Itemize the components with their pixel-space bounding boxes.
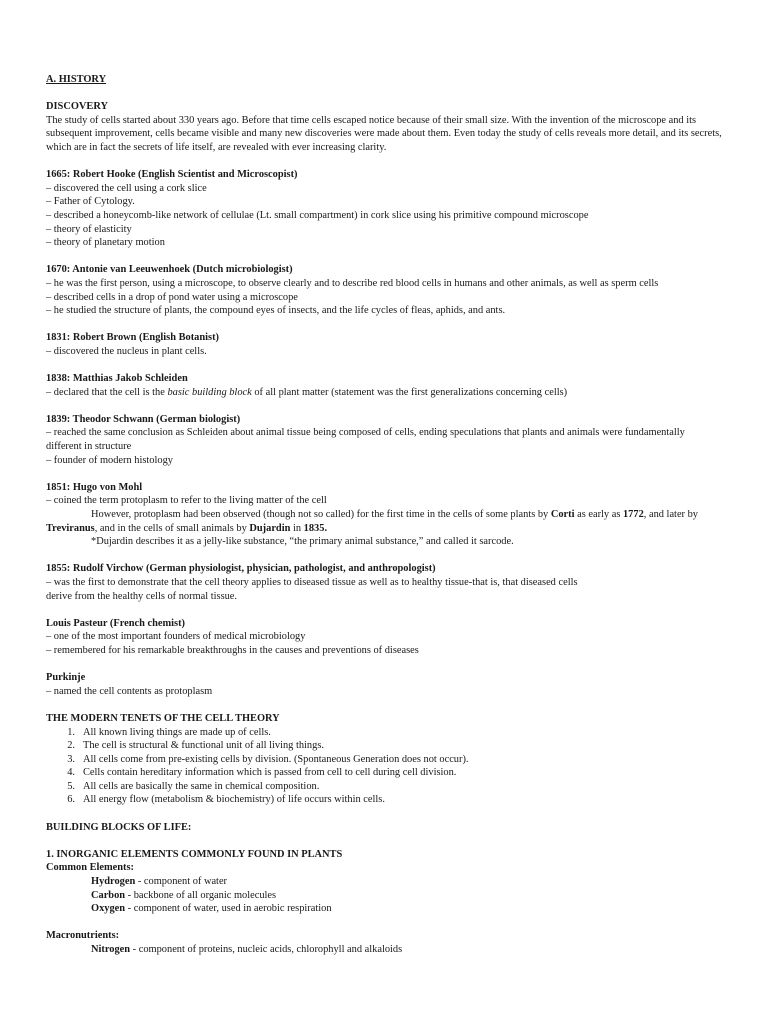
pasteur-line: – remembered for his remarkable breakthroughs in the causes and preventions of diseases <box>46 644 419 656</box>
inorganic-heading: 1. INORGANIC ELEMENTS COMMONLY FOUND IN PLANTS <box>46 848 343 860</box>
list-item <box>46 766 722 780</box>
schleiden-heading: 1838: Matthias Jakob Schleiden <box>46 373 188 385</box>
leeuwenhoek-line: – described cells in a drop of pond water using a microscope <box>46 291 298 303</box>
pasteur-heading: Louis Pasteur (French chemist) <box>46 617 186 629</box>
list-item <box>46 793 722 807</box>
list-item <box>46 753 722 767</box>
brown-line: – discovered the nucleus in plant cells. <box>46 345 207 357</box>
pasteur-line: – one of the most important founders of medical microbiology <box>46 631 306 643</box>
schleiden-text-a: – declared that the cell is the <box>46 386 168 398</box>
list-number: 6. <box>67 794 75 806</box>
hooke-line: – theory of planetary motion <box>46 237 165 249</box>
year-1835: 1835. <box>303 522 328 534</box>
hooke-heading: 1665: Robert Hooke (English Scientist and Microscopist) <box>46 169 298 181</box>
element-item <box>46 943 722 957</box>
mohl-paragraph <box>46 508 722 522</box>
schleiden-line <box>46 386 722 400</box>
macronutrients-heading: Macronutrients: <box>46 930 120 942</box>
hooke-line: – Father of Cytology. <box>46 196 135 208</box>
element-name: Oxygen <box>91 903 126 915</box>
element-desc: - backbone of all organic molecules <box>125 889 277 901</box>
discovery-text: The study of cells started about 330 years ago. Before that time cells escaped notice because of their small size. With the invention of the microscope and its subsequent improvement, cells became visible and many new discoveries were made about them. Even today the study of cells reveals more detail, and its secrets, which are in fact the secrets of life itself, are revealed with ever increasing clarity. <box>46 114 722 153</box>
name-treviranus: Treviranus <box>46 522 95 534</box>
schleiden-italic: basic building block <box>167 386 252 398</box>
brown-heading: 1831: Robert Brown (English Botanist) <box>46 332 219 344</box>
building-blocks-heading: BUILDING BLOCKS OF LIFE: <box>46 821 192 833</box>
mohl-text: in <box>290 522 304 534</box>
virchow-line: – was the first to demonstrate that the cell theory applies to diseased tissue as well as to healthy tissue-that is, that diseased cells <box>46 576 578 588</box>
common-elements-heading: Common Elements: <box>46 862 135 874</box>
mohl-note: *Dujardin describes it as a jelly-like substance, “the primary animal substance,” and called it sarcode. <box>91 536 514 548</box>
mohl-paragraph-cont <box>46 522 722 536</box>
leeuwenhoek-line: – he was the first person, using a microscope, to observe clearly and to describe red blood cells in humans and other animals, as well as sperm cells <box>46 277 659 289</box>
hooke-line: – theory of elasticity <box>46 223 132 235</box>
virchow-line: derive from the healthy cells of normal tissue. <box>46 590 238 602</box>
hooke-line: – described a honeycomb-like network of cellulae (Lt. small compartment) in cork slice using his primitive compound microscope <box>46 209 589 221</box>
leeuwenhoek-line: – he studied the structure of plants, the compound eyes of insects, and the life cycles of fleas, aphids, and ants. <box>46 305 506 317</box>
name-corti: Corti <box>550 509 575 520</box>
year-1772: 1772 <box>622 509 644 520</box>
purkinje-line: – named the cell contents as protoplasm <box>46 685 213 697</box>
section-title: A. HISTORY <box>46 74 107 85</box>
leeuwenhoek-heading: 1670: Antonie van Leeuwenhoek (Dutch microbiologist) <box>46 264 293 276</box>
element-name: Carbon <box>91 889 126 901</box>
purkinje-heading: Purkinje <box>46 672 86 684</box>
mohl-heading: 1851: Hugo von Mohl <box>46 481 143 493</box>
list-text: Cells contain hereditary information which is passed from cell to cell during cell division. <box>83 767 457 779</box>
mohl-text: However, protoplasm had been observed (though not so called) for the first time in the cells of some plants by <box>91 509 551 520</box>
schleiden-text-b: of all plant matter (statement was the first generalizations concerning cells) <box>251 386 568 398</box>
virchow-heading: 1855: Rudolf Virchow (German physiologist, physician, pathologist, and anthropologist) <box>46 563 436 575</box>
element-name: Hydrogen <box>91 876 136 888</box>
list-number: 5. <box>67 780 75 792</box>
list-text: All known living things are made up of cells. <box>83 726 271 738</box>
element-desc: - component of proteins, nucleic acids, chlorophyll and alkaloids <box>130 944 403 955</box>
element-item <box>46 889 722 903</box>
list-number: 3. <box>67 753 75 765</box>
element-desc: - component of water, used in aerobic respiration <box>125 903 332 915</box>
list-item <box>46 780 722 794</box>
element-item <box>46 875 722 889</box>
schwann-line: – founder of modern histology <box>46 454 173 466</box>
mohl-text: , and later by <box>643 509 699 520</box>
list-text: All energy flow (metabolism & biochemistry) of life occurs within cells. <box>83 794 385 806</box>
list-number: 4. <box>67 767 75 779</box>
list-text: The cell is structural & functional unit of all living things. <box>83 740 324 752</box>
list-text: All cells come from pre-existing cells by division. (Spontaneous Generation does not occur). <box>83 753 469 765</box>
list-item <box>46 739 722 753</box>
element-name: Nitrogen <box>91 944 131 955</box>
tenets-heading: THE MODERN TENETS OF THE CELL THEORY <box>46 712 280 724</box>
mohl-text: as early as <box>574 509 623 520</box>
schwann-heading: 1839: Theodor Schwann (German biologist) <box>46 413 241 425</box>
list-item <box>46 726 722 740</box>
list-text: All cells are basically the same in chemical composition. <box>83 780 320 792</box>
hooke-line: – discovered the cell using a cork slice <box>46 182 207 194</box>
list-number: 1. <box>67 726 75 738</box>
name-dujardin: Dujardin <box>249 522 291 534</box>
tenets-list <box>46 726 722 808</box>
element-item <box>46 902 722 916</box>
mohl-line: – coined the term protoplasm to refer to the living matter of the cell <box>46 495 327 507</box>
discovery-heading: DISCOVERY <box>46 101 108 113</box>
element-desc: - component of water <box>135 876 228 888</box>
mohl-text: , and in the cells of small animals by <box>94 522 250 534</box>
list-number: 2. <box>67 740 75 752</box>
schwann-line: – reached the same conclusion as Schleiden about animal tissue being composed of cells, ending speculations that plants and animals were fundamentally different in structure <box>46 427 685 453</box>
